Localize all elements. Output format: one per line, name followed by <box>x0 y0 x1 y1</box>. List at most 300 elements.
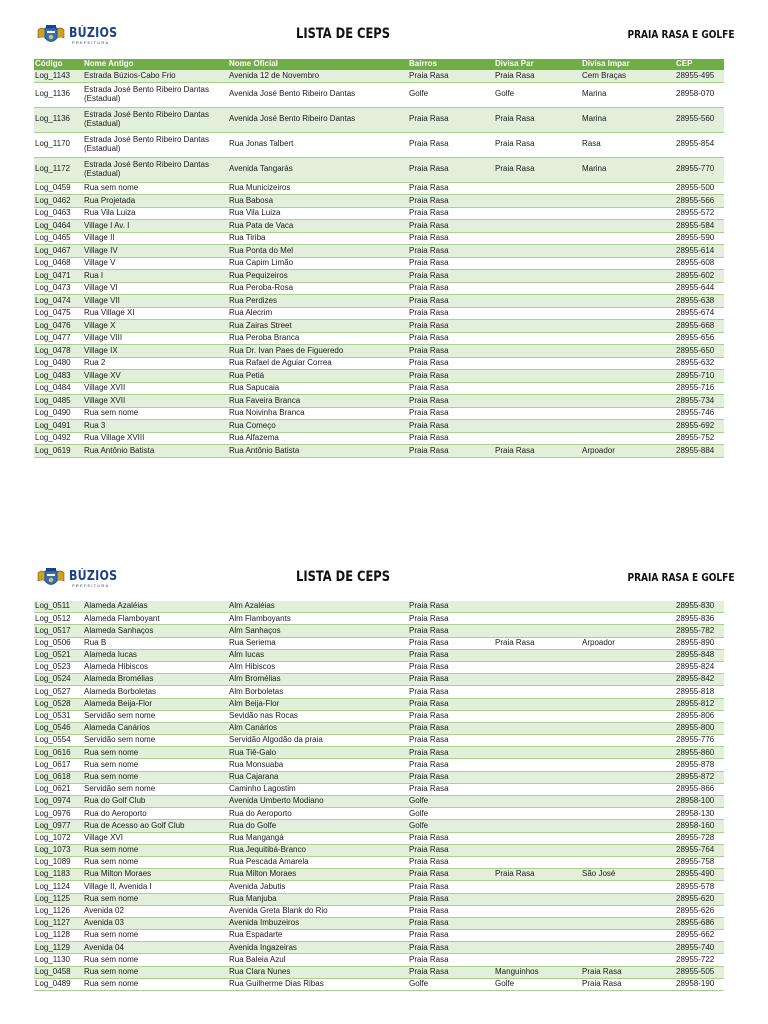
document-region: PRAIA RASA E GOLFE <box>626 28 734 41</box>
table-row <box>34 132 724 157</box>
cell-bairros: Praia Rasa <box>408 649 494 661</box>
cell-cep: 28955-824 <box>675 661 724 673</box>
cell-divisa-impar <box>581 220 675 233</box>
cell-cep: 28955-572 <box>675 207 724 220</box>
cell-nome-antigo: Rua sem nome <box>83 407 228 420</box>
cell-nome-oficial: Rua Municizeiros <box>228 182 408 195</box>
cell-cep: 28955-566 <box>675 195 724 208</box>
cell-cep: 28955-602 <box>675 270 724 283</box>
cell-divisa-impar: Arpoador <box>581 637 675 649</box>
cell-nome-antigo: Avenida 02 <box>83 905 228 917</box>
cell-bairros: Praia Rasa <box>408 893 494 905</box>
cell-divisa-impar: Marina <box>581 107 675 132</box>
cell-nome-antigo: Rua 2 <box>83 357 228 370</box>
cell-nome-oficial: Rua Espadarte <box>228 930 408 942</box>
table-row <box>34 82 724 107</box>
cell-cep: 28955-692 <box>675 420 724 433</box>
cell-divisa-par <box>494 917 581 929</box>
cell-cep: 28955-620 <box>675 893 724 905</box>
cell-divisa-par <box>494 625 581 637</box>
cell-codigo: Log_1127 <box>34 917 83 929</box>
table-row <box>34 686 724 698</box>
cell-divisa-par: Praia Rasa <box>494 107 581 132</box>
cell-codigo: Log_0621 <box>34 783 83 795</box>
cell-divisa-impar <box>581 954 675 966</box>
cell-bairros: Golfe <box>408 82 494 107</box>
table-row <box>34 722 724 734</box>
cell-divisa-par: Praia Rasa <box>494 70 581 82</box>
cell-divisa-impar <box>581 917 675 929</box>
document-region: PRAIA RASA E GOLFE <box>626 571 734 584</box>
cell-codigo: Log_0478 <box>34 345 83 358</box>
cell-codigo: Log_1126 <box>34 905 83 917</box>
cell-codigo: Log_0484 <box>34 382 83 395</box>
table-row <box>34 357 724 370</box>
cell-bairros: Praia Rasa <box>408 881 494 893</box>
table-row <box>34 395 724 408</box>
cell-bairros: Praia Rasa <box>408 70 494 82</box>
cell-nome-oficial: Alm Azaléias <box>228 601 408 613</box>
cell-bairros: Praia Rasa <box>408 257 494 270</box>
cell-nome-oficial: Rua Cajarana <box>228 771 408 783</box>
cell-bairros: Praia Rasa <box>408 345 494 358</box>
cell-nome-antigo: Alameda Iucas <box>83 649 228 661</box>
cell-divisa-par <box>494 808 581 820</box>
cell-nome-oficial: Rua Começo <box>228 420 408 433</box>
cell-divisa-impar <box>581 930 675 942</box>
cell-bairros: Praia Rasa <box>408 613 494 625</box>
cell-codigo: Log_0521 <box>34 649 83 661</box>
cell-nome-oficial: Avenida Jabutis <box>228 881 408 893</box>
cell-divisa-par <box>494 407 581 420</box>
cell-divisa-par <box>494 232 581 245</box>
table-row <box>34 698 724 710</box>
cell-nome-oficial: Rua Pescada Amarela <box>228 856 408 868</box>
table-row <box>34 674 724 686</box>
cell-divisa-par <box>494 220 581 233</box>
table-row <box>34 905 724 917</box>
cell-codigo: Log_0476 <box>34 320 83 333</box>
cell-nome-antigo: Rua do Golf Club <box>83 796 228 808</box>
cell-divisa-impar: Rasa <box>581 132 675 157</box>
cell-divisa-impar: São José <box>581 869 675 881</box>
cell-codigo: Log_1089 <box>34 856 83 868</box>
cell-cep: 28958-130 <box>675 808 724 820</box>
table-row <box>34 107 724 132</box>
cell-cep: 28955-560 <box>675 107 724 132</box>
cell-divisa-par <box>494 747 581 759</box>
cell-divisa-par: Manguinhos <box>494 966 581 978</box>
cell-codigo: Log_0467 <box>34 245 83 258</box>
cell-cep: 28955-890 <box>675 637 724 649</box>
cell-divisa-par <box>494 820 581 832</box>
cell-nome-antigo: Rua do Aeroporto <box>83 808 228 820</box>
table-row <box>34 966 724 978</box>
cell-nome-oficial: Avenida José Bento Ribeiro Dantas <box>228 82 408 107</box>
cell-codigo: Log_0473 <box>34 282 83 295</box>
cell-cep: 28955-608 <box>675 257 724 270</box>
cell-cep: 28955-500 <box>675 182 724 195</box>
cell-cep: 28955-878 <box>675 759 724 771</box>
cell-divisa-impar <box>581 649 675 661</box>
cell-bairros: Praia Rasa <box>408 295 494 308</box>
cell-bairros: Praia Rasa <box>408 869 494 881</box>
table-row <box>34 978 724 990</box>
cell-bairros: Praia Rasa <box>408 747 494 759</box>
cell-codigo: Log_0477 <box>34 332 83 345</box>
cell-divisa-par <box>494 832 581 844</box>
cell-cep: 28958-190 <box>675 978 724 990</box>
cell-bairros: Praia Rasa <box>408 157 494 182</box>
coat-of-arms-icon <box>36 24 66 48</box>
cell-cep: 28955-686 <box>675 917 724 929</box>
cell-nome-antigo: Village II <box>83 232 228 245</box>
cell-divisa-par <box>494 382 581 395</box>
cell-divisa-impar <box>581 357 675 370</box>
cell-bairros: Praia Rasa <box>408 245 494 258</box>
cell-nome-antigo: Rua B <box>83 637 228 649</box>
cell-codigo: Log_0524 <box>34 674 83 686</box>
cell-divisa-impar <box>581 844 675 856</box>
cell-divisa-impar <box>581 382 675 395</box>
column-header-cep: CEP <box>675 59 724 70</box>
document-title: LISTA DE CEPS <box>296 26 390 42</box>
table-row <box>34 307 724 320</box>
table-row <box>34 893 724 905</box>
cell-bairros: Praia Rasa <box>408 332 494 345</box>
cell-nome-oficial: Rua Baleia Azul <box>228 954 408 966</box>
cell-bairros: Praia Rasa <box>408 917 494 929</box>
cell-cep: 28955-764 <box>675 844 724 856</box>
cell-divisa-impar <box>581 601 675 613</box>
cell-nome-antigo: Rua sem nome <box>83 844 228 856</box>
cell-bairros: Golfe <box>408 796 494 808</box>
cell-codigo: Log_1170 <box>34 132 83 157</box>
cell-divisa-par <box>494 893 581 905</box>
cell-nome-antigo: Village XVII <box>83 382 228 395</box>
cell-cep: 28955-505 <box>675 966 724 978</box>
cell-nome-oficial: Rua Mangangá <box>228 832 408 844</box>
cell-nome-antigo: Alameda Sanhaços <box>83 625 228 637</box>
cell-divisa-impar <box>581 881 675 893</box>
cell-nome-antigo: Rua sem nome <box>83 182 228 195</box>
cell-bairros: Praia Rasa <box>408 844 494 856</box>
cell-divisa-par: Golfe <box>494 82 581 107</box>
table-row <box>34 613 724 625</box>
cell-nome-oficial: Rua Alfazema <box>228 432 408 445</box>
table-row <box>34 420 724 433</box>
cell-nome-antigo: Servidão sem nome <box>83 710 228 722</box>
cell-nome-antigo: Village VI <box>83 282 228 295</box>
cell-cep: 28955-800 <box>675 722 724 734</box>
cell-divisa-impar <box>581 420 675 433</box>
cell-nome-oficial: Rua Pequizeiros <box>228 270 408 283</box>
cell-nome-oficial: Rua Clara Nunes <box>228 966 408 978</box>
cell-codigo: Log_0528 <box>34 698 83 710</box>
cell-nome-oficial: Rua Rafael de Aguiar Correa <box>228 357 408 370</box>
table-row <box>34 195 724 208</box>
cell-nome-oficial: Avenida 12 de Novembro <box>228 70 408 82</box>
cell-cep: 28955-776 <box>675 735 724 747</box>
cell-nome-antigo: Rua sem nome <box>83 771 228 783</box>
cell-divisa-impar <box>581 245 675 258</box>
table-row <box>34 345 724 358</box>
cell-divisa-par <box>494 370 581 383</box>
cell-codigo: Log_0483 <box>34 370 83 383</box>
cell-nome-oficial: Avenida Ingazeiras <box>228 942 408 954</box>
cell-codigo: Log_0512 <box>34 613 83 625</box>
cell-nome-oficial: Alm Bromélias <box>228 674 408 686</box>
cell-codigo: Log_1130 <box>34 954 83 966</box>
cell-cep: 28955-722 <box>675 954 724 966</box>
cell-divisa-par <box>494 613 581 625</box>
cell-codigo: Log_0976 <box>34 808 83 820</box>
cell-cep: 28955-734 <box>675 395 724 408</box>
table-row <box>34 954 724 966</box>
cell-codigo: Log_0617 <box>34 759 83 771</box>
cell-divisa-impar <box>581 710 675 722</box>
cell-bairros: Praia Rasa <box>408 395 494 408</box>
cell-divisa-impar <box>581 796 675 808</box>
cell-bairros: Praia Rasa <box>408 357 494 370</box>
cell-divisa-par <box>494 759 581 771</box>
cell-divisa-par <box>494 320 581 333</box>
cell-nome-oficial: Rua Alecrim <box>228 307 408 320</box>
logo-subtitle: PREFEITURA <box>72 40 110 45</box>
cell-divisa-impar <box>581 332 675 345</box>
cell-cep: 28955-782 <box>675 625 724 637</box>
cell-divisa-impar <box>581 856 675 868</box>
table-row <box>34 881 724 893</box>
cell-cep: 28955-662 <box>675 930 724 942</box>
cell-nome-antigo: Rua sem nome <box>83 856 228 868</box>
cell-divisa-impar: Cem Braças <box>581 70 675 82</box>
cell-divisa-par <box>494 771 581 783</box>
cell-divisa-impar <box>581 320 675 333</box>
cell-divisa-impar <box>581 686 675 698</box>
cell-bairros: Praia Rasa <box>408 759 494 771</box>
cell-nome-oficial: Alm Beija-Flor <box>228 698 408 710</box>
cell-divisa-par <box>494 649 581 661</box>
cell-codigo: Log_0480 <box>34 357 83 370</box>
cell-divisa-impar <box>581 432 675 445</box>
cell-nome-antigo: Rua Village XVIII <box>83 432 228 445</box>
cell-nome-oficial: Alm Hibiscos <box>228 661 408 673</box>
cell-cep: 28955-650 <box>675 345 724 358</box>
cell-nome-oficial: Rua Zairas Street <box>228 320 408 333</box>
cell-bairros: Praia Rasa <box>408 722 494 734</box>
cell-divisa-impar <box>581 613 675 625</box>
cell-bairros: Praia Rasa <box>408 735 494 747</box>
cell-nome-antigo: Rua sem nome <box>83 893 228 905</box>
cell-divisa-par <box>494 735 581 747</box>
table-row <box>34 270 724 283</box>
cell-divisa-par <box>494 698 581 710</box>
cell-codigo: Log_0468 <box>34 257 83 270</box>
cell-bairros: Praia Rasa <box>408 905 494 917</box>
cell-codigo: Log_0490 <box>34 407 83 420</box>
table-row <box>34 869 724 881</box>
table-row <box>34 796 724 808</box>
cell-divisa-impar: Marina <box>581 82 675 107</box>
cell-codigo: Log_0527 <box>34 686 83 698</box>
cell-divisa-par <box>494 722 581 734</box>
cell-divisa-impar <box>581 747 675 759</box>
cell-bairros: Praia Rasa <box>408 966 494 978</box>
cell-divisa-impar <box>581 270 675 283</box>
column-header-divisa-impar: Divisa Impar <box>581 59 675 70</box>
cell-bairros: Praia Rasa <box>408 856 494 868</box>
cell-divisa-par: Praia Rasa <box>494 157 581 182</box>
table-row <box>34 844 724 856</box>
cell-cep: 28955-752 <box>675 432 724 445</box>
cell-nome-oficial: Alm Iucas <box>228 649 408 661</box>
cell-codigo: Log_0471 <box>34 270 83 283</box>
cell-divisa-par <box>494 942 581 954</box>
cell-divisa-par: Praia Rasa <box>494 445 581 458</box>
cell-divisa-par <box>494 207 581 220</box>
cell-codigo: Log_0618 <box>34 771 83 783</box>
cell-divisa-impar <box>581 625 675 637</box>
cell-divisa-impar <box>581 345 675 358</box>
cell-divisa-par <box>494 432 581 445</box>
cell-nome-oficial: Rua Tiê-Galo <box>228 747 408 759</box>
cell-divisa-par <box>494 601 581 613</box>
cell-cep: 28955-638 <box>675 295 724 308</box>
cell-codigo: Log_0485 <box>34 395 83 408</box>
column-header-nome-oficial: Nome Oficial <box>228 59 408 70</box>
cell-nome-antigo: Rua 3 <box>83 420 228 433</box>
cell-nome-oficial: Caminho Lagostim <box>228 783 408 795</box>
table-row <box>34 601 724 613</box>
cell-divisa-impar <box>581 195 675 208</box>
cell-divisa-par <box>494 844 581 856</box>
cell-nome-oficial: Rua Tiriba <box>228 232 408 245</box>
table-row <box>34 182 724 195</box>
cell-divisa-impar <box>581 905 675 917</box>
cell-nome-oficial: Sevidão nas Rocas <box>228 710 408 722</box>
logo-subtitle: PREFEITURA <box>72 583 110 588</box>
cell-nome-oficial: Servidão Algodão da praia <box>228 735 408 747</box>
cell-nome-antigo: Alameda Azaléias <box>83 601 228 613</box>
cell-bairros: Praia Rasa <box>408 382 494 395</box>
cell-nome-antigo: Rua I <box>83 270 228 283</box>
cell-divisa-impar <box>581 698 675 710</box>
cell-divisa-par <box>494 783 581 795</box>
table-row <box>34 625 724 637</box>
table-row <box>34 70 724 82</box>
cell-bairros: Praia Rasa <box>408 407 494 420</box>
cell-divisa-par: Golfe <box>494 978 581 990</box>
cell-cep: 28955-710 <box>675 370 724 383</box>
cell-divisa-impar <box>581 407 675 420</box>
cell-nome-antigo: Village IX <box>83 345 228 358</box>
column-header-bairros: Bairros <box>408 59 494 70</box>
cell-nome-antigo: Alameda Beija-Flor <box>83 698 228 710</box>
cell-cep: 28955-770 <box>675 157 724 182</box>
table-row <box>34 710 724 722</box>
cell-nome-oficial: Avenida Imbuzeiros <box>228 917 408 929</box>
table-row <box>34 207 724 220</box>
cell-codigo: Log_0531 <box>34 710 83 722</box>
cell-nome-antigo: Rua Vila Luiza <box>83 207 228 220</box>
cell-codigo: Log_1125 <box>34 893 83 905</box>
cell-cep: 28955-656 <box>675 332 724 345</box>
cell-divisa-impar <box>581 661 675 673</box>
cell-nome-antigo: Alameda Bromélias <box>83 674 228 686</box>
cell-codigo: Log_1072 <box>34 832 83 844</box>
cell-cep: 28955-848 <box>675 649 724 661</box>
cell-nome-antigo: Village IV <box>83 245 228 258</box>
cell-cep: 28955-668 <box>675 320 724 333</box>
cell-codigo: Log_0491 <box>34 420 83 433</box>
cell-nome-antigo: Rua sem nome <box>83 930 228 942</box>
cell-divisa-impar <box>581 942 675 954</box>
cell-nome-oficial: Rua Petiá <box>228 370 408 383</box>
cell-codigo: Log_0475 <box>34 307 83 320</box>
cell-divisa-impar <box>581 282 675 295</box>
cell-divisa-par: Praia Rasa <box>494 132 581 157</box>
cell-codigo: Log_0974 <box>34 796 83 808</box>
cell-divisa-par <box>494 796 581 808</box>
cell-nome-antigo: Estrada José Bento Ribeiro Dantas (Estadual) <box>83 157 228 182</box>
cell-cep: 28955-740 <box>675 942 724 954</box>
cell-divisa-impar <box>581 808 675 820</box>
cell-nome-oficial: Alm Flamboyants <box>228 613 408 625</box>
cell-divisa-impar <box>581 207 675 220</box>
cell-nome-antigo: Village X <box>83 320 228 333</box>
cell-nome-oficial: Rua Seriema <box>228 637 408 649</box>
table-row <box>34 661 724 673</box>
cell-cep: 28958-100 <box>675 796 724 808</box>
cell-divisa-par <box>494 245 581 258</box>
cell-codigo: Log_1143 <box>34 70 83 82</box>
cell-cep: 28955-746 <box>675 407 724 420</box>
cell-cep: 28955-860 <box>675 747 724 759</box>
table-header-row <box>34 59 724 70</box>
cell-codigo: Log_0489 <box>34 978 83 990</box>
cell-codigo: Log_0474 <box>34 295 83 308</box>
cell-divisa-impar: Praia Rasa <box>581 966 675 978</box>
cell-divisa-par <box>494 710 581 722</box>
cell-divisa-par <box>494 856 581 868</box>
table-row <box>34 808 724 820</box>
cell-divisa-impar <box>581 759 675 771</box>
cell-nome-oficial: Avenida José Bento Ribeiro Dantas <box>228 107 408 132</box>
cell-nome-oficial: Rua do Aeroporto <box>228 808 408 820</box>
cell-divisa-par <box>494 905 581 917</box>
cell-bairros: Praia Rasa <box>408 432 494 445</box>
column-header-codigo: Código <box>34 59 83 70</box>
cell-cep: 28955-626 <box>675 905 724 917</box>
cell-divisa-impar <box>581 820 675 832</box>
cell-cep: 28955-812 <box>675 698 724 710</box>
cell-bairros: Praia Rasa <box>408 637 494 649</box>
cell-nome-oficial: Rua Sapucaia <box>228 382 408 395</box>
cell-divisa-par: Praia Rasa <box>494 869 581 881</box>
cell-cep: 28955-884 <box>675 445 724 458</box>
cell-divisa-par <box>494 420 581 433</box>
table-row <box>34 917 724 929</box>
cell-bairros: Praia Rasa <box>408 698 494 710</box>
cell-codigo: Log_0523 <box>34 661 83 673</box>
cell-nome-oficial: Rua Manjuba <box>228 893 408 905</box>
table-row <box>34 637 724 649</box>
cell-nome-oficial: Alm Borboletas <box>228 686 408 698</box>
cell-nome-antigo: Village V <box>83 257 228 270</box>
cell-bairros: Golfe <box>408 978 494 990</box>
cell-nome-antigo: Servidão sem nome <box>83 783 228 795</box>
